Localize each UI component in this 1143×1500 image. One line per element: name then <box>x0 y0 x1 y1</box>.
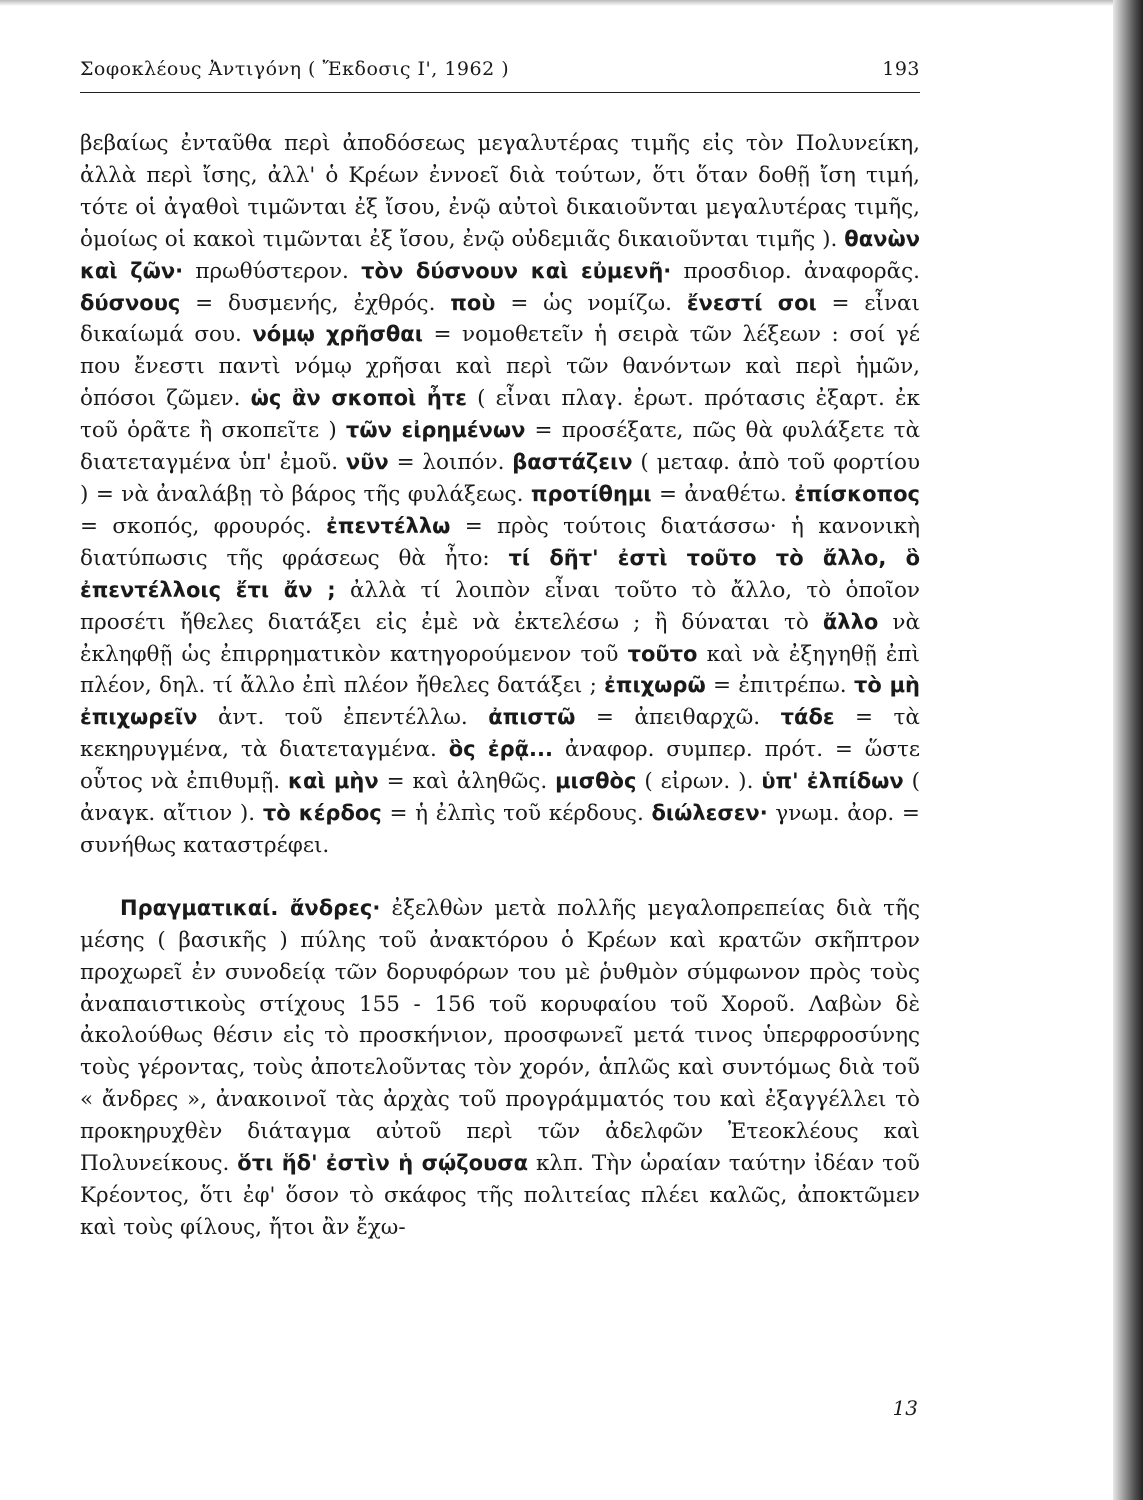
lemma-term: τὸν δύσνουν καὶ εὐμενῆ· <box>361 258 672 283</box>
lemma-term: τάδε <box>780 705 835 730</box>
lemma-term: ἄλλο <box>822 609 879 634</box>
text-run: = ὡς νομίζω. <box>510 290 672 316</box>
text-run: = τὰ κεκηρυγμένα, τὰ διατεταγμένα. <box>80 705 920 763</box>
text-run: κλπ. Τὴν ὡραίαν ταύτην ἰδέαν τοῦ Κρέοντος, ὅτι ἐφ' ὅσον τὸ σκάφος τῆς πολιτείας πλέει καλῶς, ἀποκτῶμεν καὶ τοὺς φίλους, ἤτοι ἂν ἔχω- <box>80 1151 920 1240</box>
text-run: = ἀπειθαρχῶ. <box>595 705 761 731</box>
text-run: = ἡ ἐλπὶς τοῦ κέρδους. <box>389 801 644 827</box>
lemma-term: θανὼν καὶ ζῶν· <box>80 226 920 283</box>
text-run: = δυσμενής, ἐχθρός. <box>195 290 436 316</box>
lemma-term: νόμῳ χρῆσθαι <box>252 322 423 347</box>
text-run: ἀλλὰ τί λοιπὸν εἶναι τοῦτο τὸ ἄλλο, τὸ ὁποῖον προσέτι ἤθελες διατάξει εἰς ἐμὲ νὰ ἐκτελέσω ; ἢ δύναται τὸ <box>80 577 920 635</box>
text-run: ( μεταφ. ἀπὸ τοῦ φορτίου ) = νὰ ἀναλάβῃ τὸ βάρος τῆς φυλάξεως. <box>80 450 921 507</box>
text-run: = νομοθετεῖν ἡ σειρὰ τῶν λέξεων : σοί γέ που ἔνεστι παντὶ νόμῳ χρῆσαι καὶ περὶ τῶν θανόντων καὶ περὶ ἡμῶν, ὁπόσοι ζῶμεν. <box>80 322 920 412</box>
text-run: = πρὸς τούτοις διατάσσω· ἡ κανονικὴ διατύπωσις τῆς φράσεως θὰ ἦτο: <box>80 513 921 571</box>
lemma-term: τὸ μὴ ἐπιχωρεῖν <box>80 673 920 730</box>
text-run: ( εἰρων. ). <box>644 769 754 795</box>
text-run: ( ἀναγκ. αἴτιον ). <box>80 769 921 827</box>
lemma-term: ἔνεστί σοι <box>686 290 817 315</box>
text-run: βεβαίως ἐνταῦθα περὶ ἀποδόσεως μεγαλυτέρας τιμῆς εἰς τὸν Πολυνείκη, ἀλλὰ περὶ ἴσης, ἀλλ' ὁ Κρέων ἐννοεῖ διὰ τούτων, ὅτι ὅταν δοθῇ ἴση τιμή, τότε οἱ ἀγαθοὶ τιμῶνται ἐξ ἴσου, ἐνῷ αὐτοὶ δικαιοῦνται μεγαλυτέρας τιμῆς, ὁμοίως οἱ κακοὶ τιμῶνται ἐξ ἴσου, ἐνῷ οὐδεμιᾶς δικαιοῦνται τιμῆς ). <box>80 131 920 252</box>
signature-mark: 13 <box>892 1396 918 1420</box>
lemma-term: ὡς ἂν σκοποὶ ἦτε <box>250 386 467 411</box>
text-run: = ἐπιτρέπω. <box>713 673 847 699</box>
paragraph-commentary-notes <box>80 128 920 862</box>
text-run: καὶ νὰ ἐξηγηθῇ ἐπὶ πλέον, δηλ. τί ἄλλο ἐπὶ πλέον ἤθελες δατάξει ; <box>80 641 920 699</box>
text-run: = προσέξατε, πῶς θὰ φυλάξετε τὰ διατεταγμένα ὑπ' ἐμοῦ. <box>80 418 920 476</box>
header-rule <box>80 92 920 93</box>
lemma-term: ἐπιχωρῶ <box>604 673 706 698</box>
lemma-term: τῶν εἰρημένων <box>345 418 526 443</box>
lemma-term: ἀπιστῶ <box>488 705 576 730</box>
lemma-term: προτίθημι <box>530 481 652 506</box>
lemma-term: ἐπεντέλλω <box>326 513 451 538</box>
text-run: = ἀναθέτω. <box>658 481 787 507</box>
scan-edge-shadow <box>1113 0 1143 1500</box>
section-heading: Πραγματικαί. ἄνδρες· <box>120 895 381 920</box>
page-number: 193 <box>882 58 920 80</box>
text-run: = καὶ ἀληθῶς. <box>386 769 548 795</box>
lemma-term: μισθὸς <box>555 769 637 794</box>
text-run: ἀντ. τοῦ ἐπεντέλλω. <box>217 705 468 731</box>
lemma-term: τὸ κέρδος <box>262 801 382 826</box>
lemma-term: ὅτι ἥδ' ἐστὶν ἡ σῴζουσα <box>237 1151 529 1176</box>
text-run: ἀναφορ. συμπερ. πρότ. = ὥστε οὗτος νὰ ἐπιθυμῇ. <box>80 737 920 795</box>
commentary-body <box>80 128 920 1244</box>
scan-top-shadow <box>0 0 1143 6</box>
text-run: = σκοπός, φρουρός. <box>80 513 312 539</box>
lemma-term: ὃς ἐρᾷ... <box>448 737 553 762</box>
text-run: προσδιορ. ἀναφορᾶς. <box>683 258 920 284</box>
lemma-term: καὶ μὴν <box>288 769 379 794</box>
lemma-term: διώλεσεν· <box>651 801 768 826</box>
text-run: ἐξελθὼν μετὰ πολλῆς μεγαλοπρεπείας διὰ τῆς μέσης ( βασικῆς ) πύλης τοῦ ἀνακτόρου ὁ Κρέων καὶ κρατῶν σκῆπτρον προχωρεῖ ἐν συνοδείᾳ τῶν δορυφόρων του μὲ ῥυθμὸν σύμφωνον πρὸς τοὺς ἀναπαιστικοὺς στίχους 155 - 156 τοῦ κορυφαίου τοῦ Χοροῦ. Λαβὼν δὲ ἀκολούθως θέσιν εἰς τὸ προσκήνιον, προσφωνεῖ μετά τινος ὑπερφροσύνης τοὺς γέροντας, τοὺς ἀποτελοῦντας τὸν χορόν, ἁπλῶς καὶ συντόμως διὰ τοῦ « ἄνδρες », ἀνακοινοῖ τὰς ἀρχὰς τοῦ προγράμματός του καὶ ἐξαγγέλλει τὸ προκηρυχθὲν διάταγμα αὐτοῦ περὶ τῶν ἀδελφῶν Ἐτεοκλέους καὶ Πολυνείκους. <box>80 895 920 1177</box>
running-header <box>80 58 920 88</box>
text-run: νὰ ἐκληφθῇ ὡς ἐπιρρηματικὸν κατηγορούμενον τοῦ <box>80 609 920 667</box>
paragraph-pragmatikai <box>80 893 920 1244</box>
lemma-term: νῦν <box>345 450 389 475</box>
text-run: γνωμ. ἀορ. = συνήθως καταστρέφει. <box>80 801 920 858</box>
lemma-term: τί δῆτ' ἐστὶ τοῦτο τὸ ἄλλο, ὃ ἐπεντέλλοις ἔτι ἄν ; <box>80 545 920 602</box>
text-run: = λοιπόν. <box>396 450 505 476</box>
lemma-term: ποὺ <box>450 290 496 315</box>
lemma-term: βαστάζειν <box>512 450 633 475</box>
text-run: ( εἶναι πλαγ. ἐρωτ. πρότασις ἐξαρτ. ἐκ τοῦ ὁρᾶτε ἢ σκοπεῖτε ) <box>80 386 920 444</box>
header-title: Σοφοκλέους Ἀντιγόνη ( Ἔκδοσις Ι', 1962 ) <box>80 58 510 80</box>
lemma-term: δύσνους <box>80 290 181 315</box>
lemma-term: ὑπ' ἐλπίδων <box>761 769 904 794</box>
lemma-term: τοῦτο <box>627 641 698 666</box>
text-run: = εἶναι δικαίωμά σου. <box>80 290 920 348</box>
lemma-term: ἐπίσκοπος <box>794 481 920 506</box>
text-run: πρωθύστερον. <box>195 258 349 284</box>
